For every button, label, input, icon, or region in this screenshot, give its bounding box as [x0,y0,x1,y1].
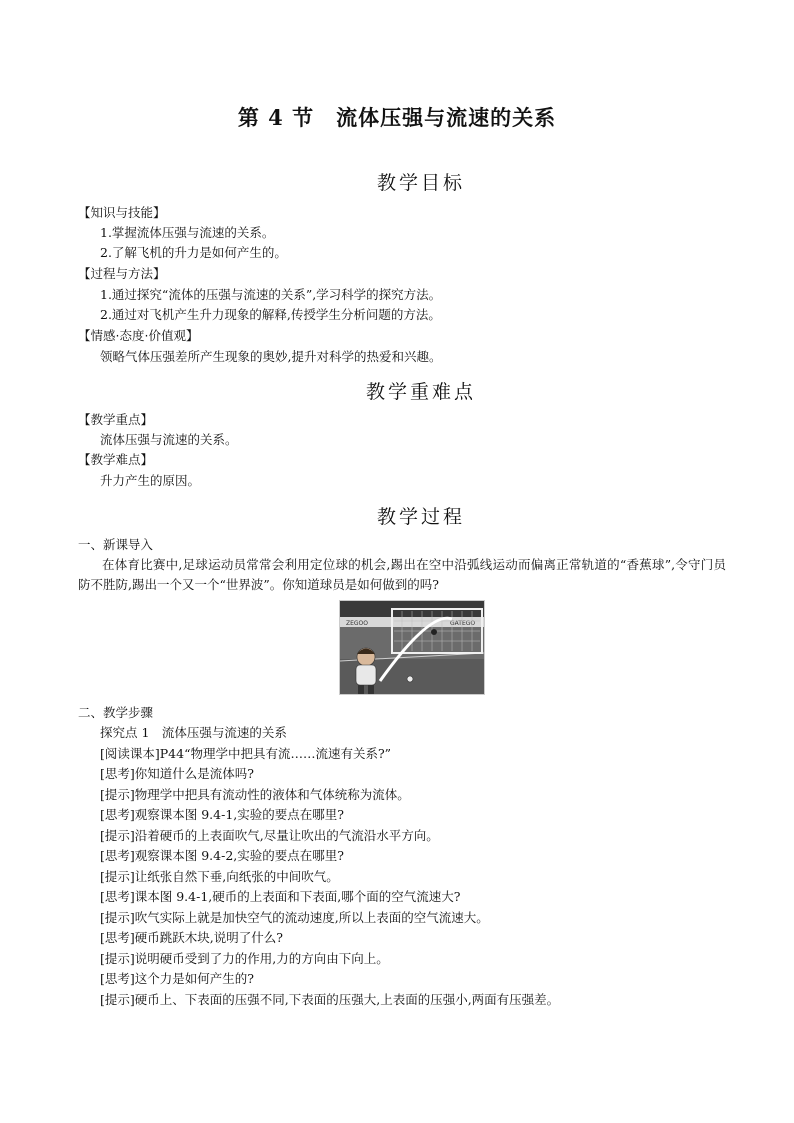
step-line-13: [思考]这个力是如何产生的? [100,971,254,986]
intro-paragraph: 在体育比赛中,足球运动员常常会利用定位球的机会,踢出在空中沿弧线运动而偏离正常轨道的“香蕉球”,令守门员防不胜防,踢出一个又一个“世界波”。你知道球员是如何做到的吗? [78,557,726,592]
intro-heading: 一、新课导入 [78,537,154,552]
knowledge-heading: 【知识与技能】 [78,205,166,220]
knowledge-item-2: 2.了解飞机的升力是如何产生的。 [100,245,287,260]
step-line-14: [提示]硬币上、下表面的压强不同,下表面的压强大,上表面的压强小,两面有压强差。 [100,992,560,1007]
step-line-3: [思考]你知道什么是流体吗? [100,766,254,781]
difficulty-heading: 【教学难点】 [78,452,154,467]
step-line-11: [思考]硬币跳跃木块,说明了什么? [100,930,283,945]
banner-left: ZEGOO [346,620,368,627]
soccer-figure [339,600,485,695]
step-line-8: [提示]让纸张自然下垂,向纸张的中间吹气。 [100,869,339,884]
method-heading: 【过程与方法】 [78,266,166,281]
emotion-item-1: 领略气体压强差所产生现象的奥妙,提升对科学的热爱和兴趣。 [100,349,442,364]
emotion-heading: 【情感·态度·价值观】 [78,328,199,343]
step-line-9: [思考]课本图 9.4-1,硬币的上表面和下表面,哪个面的空气流速大? [100,889,461,904]
step-line-2: [阅读课本]P44“物理学中把具有流……流速有关系?” [100,746,392,761]
step-line-6: [提示]沿着硬币的上表面吹气,尽量让吹出的气流沿水平方向。 [100,828,439,843]
banner-right: GATEGO [450,620,476,627]
step-line-7: [思考]观察课本图 9.4-2,实验的要点在哪里? [100,848,344,863]
section-heading-process: 教学过程 [376,506,465,528]
step-line-4: [提示]物理学中把具有流动性的液体和气体统称为流体。 [100,787,410,802]
steps-heading: 二、教学步骤 [78,705,154,720]
knowledge-item-1: 1.掌握流体压强与流速的关系。 [100,225,275,240]
difficulty-item-1: 升力产生的原因。 [100,473,201,488]
page-title: 第 4 节 流体压强与流速的关系 [237,105,557,130]
focus-heading: 【教学重点】 [78,412,154,427]
step-line-10: [提示]吹气实际上就是加快空气的流动速度,所以上表面的空气流速大。 [100,910,489,925]
soccer-figure-illustration [340,601,484,694]
method-item-2: 2.通过对飞机产生升力现象的解释,传授学生分析问题的方法。 [100,307,441,322]
step-line-1: 探究点 1 流体压强与流速的关系 [100,725,287,740]
step-line-5: [思考]观察课本图 9.4-1,实验的要点在哪里? [100,807,344,822]
focus-item-1: 流体压强与流速的关系。 [100,432,238,447]
method-item-1: 1.通过探究“流体的压强与流速的关系”,学习科学的探究方法。 [100,287,442,302]
step-line-12: [提示]说明硬币受到了力的作用,力的方向由下向上。 [100,951,389,966]
section-heading-objectives: 教学目标 [376,172,465,194]
section-heading-keypoints: 教学重难点 [365,381,476,403]
